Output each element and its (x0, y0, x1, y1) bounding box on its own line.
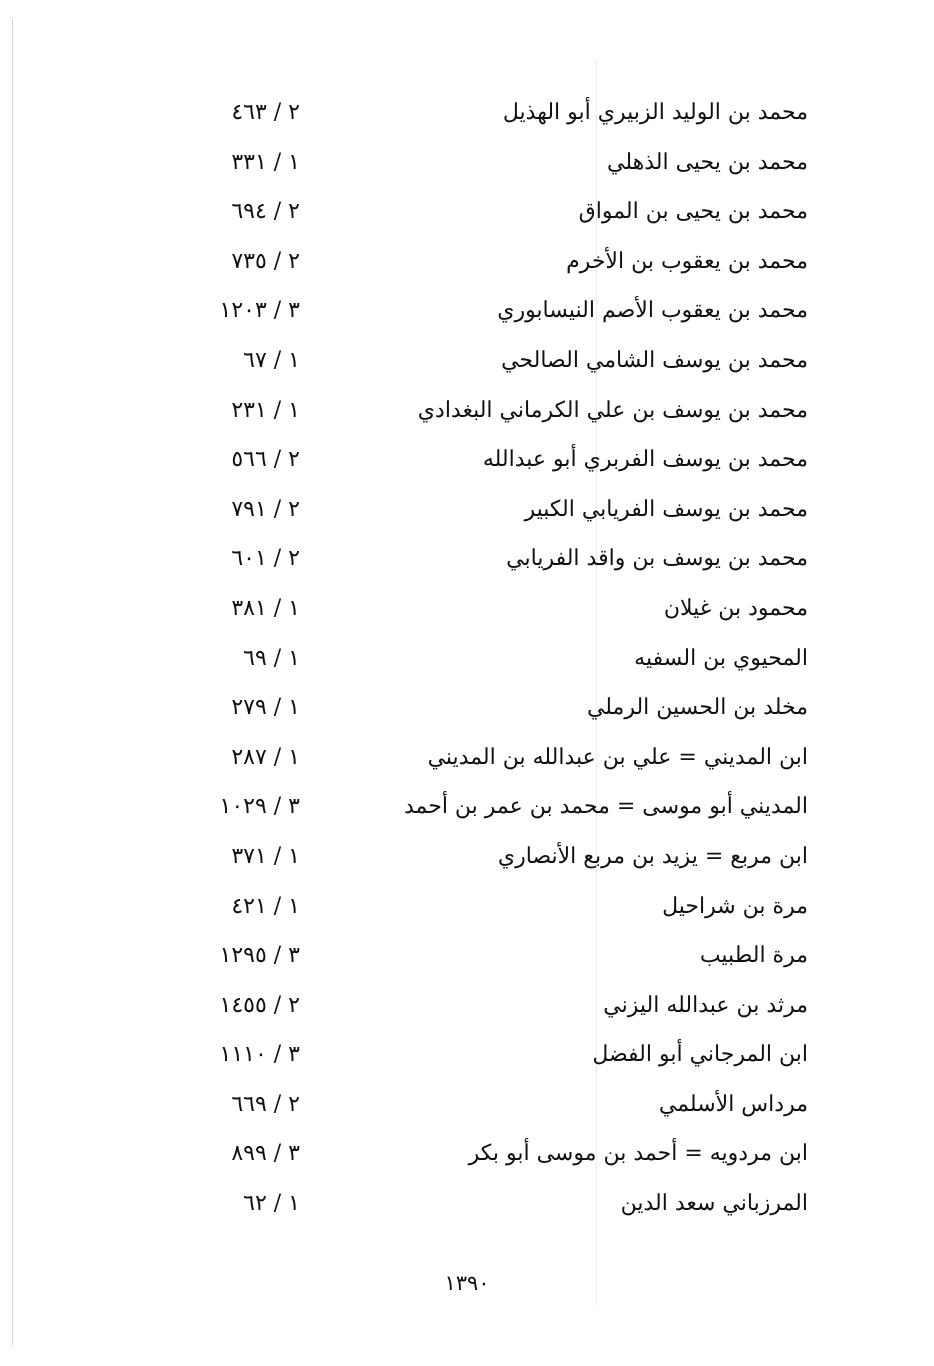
index-entry (0, 191, 934, 241)
entry-ref: ١ / ٢٣١ (231, 397, 300, 423)
index-entry (0, 737, 934, 787)
entry-ref: ٣ / ١٢٠٣ (219, 298, 300, 324)
entry-name: محمد بن الوليد الزبيري أبو الهذيل (502, 100, 808, 125)
entry-ref: ٢ / ٧٣٥ (231, 248, 300, 274)
entry-ref: ٢ / ٦٦٩ (231, 1091, 300, 1117)
entry-name: محمد بن يوسف الفريابي الكبير (524, 496, 808, 522)
entry-ref: ٢ / ٦٠١ (231, 546, 300, 572)
index-entry (0, 489, 934, 539)
entry-name: مخلد بن الحسين الرملي (586, 695, 808, 721)
entry-ref: ٣ / ١٠٢٩ (219, 794, 300, 820)
index-entry (0, 340, 934, 390)
entry-ref: ١ / ٦٩ (243, 645, 300, 671)
entry-name: محمد بن يوسف بن واقد الفريابي (506, 546, 808, 572)
entry-name: ابن المديني = علي بن عبدالله بن المديني (427, 744, 808, 770)
entry-name: مرة بن شراحيل (662, 893, 808, 919)
entry-name: محمد بن يحيى الذهلي (607, 149, 808, 175)
index-entries (0, 92, 934, 1233)
entry-name: محمد بن يعقوب الأصم النيسابوري (497, 298, 808, 324)
entry-name: المرزباني سعد الدين (620, 1191, 808, 1217)
entry-ref: ٣ / ١٢٩٥ (219, 943, 300, 969)
page-number: ١٣٩٠ (444, 1271, 490, 1295)
entry-name: ابن المرجاني أبو الفضل (592, 1042, 808, 1068)
index-entry (0, 92, 934, 142)
index-entry (0, 638, 934, 688)
index-entry (0, 439, 934, 489)
index-entry (0, 687, 934, 737)
index-entry (0, 1034, 934, 1084)
entry-name: مرثد بن عبدالله اليزني (603, 992, 808, 1018)
entry-name: المحيوي بن السفيه (634, 645, 808, 671)
entry-ref: ١ / ٣٨١ (231, 595, 300, 621)
entry-ref: ٢ / ٧٩١ (231, 496, 300, 522)
entry-ref: ٢ / ١٤٥٥ (219, 992, 300, 1018)
index-entry (0, 538, 934, 588)
index-entry (0, 836, 934, 886)
entry-name: مرة الطبيب (699, 943, 808, 969)
index-entry (0, 1183, 934, 1233)
index-entry (0, 241, 934, 291)
entry-name: محمد بن يحيى بن المواق (578, 199, 808, 225)
entry-name: مرداس الأسلمي (658, 1091, 808, 1117)
entry-ref: ٣ / ١١١٠ (219, 1042, 300, 1068)
entry-ref: ١ / ٣٣١ (231, 149, 300, 175)
index-entry (0, 142, 934, 192)
index-entry (0, 290, 934, 340)
index-entry (0, 935, 934, 985)
index-entry (0, 786, 934, 836)
entry-ref: ١ / ٦٧ (243, 347, 300, 373)
entry-name: محمود بن غيلان (663, 595, 808, 621)
entry-ref: ١ / ٢٧٩ (231, 695, 300, 721)
entry-ref: ١ / ٢٨٧ (231, 744, 300, 770)
index-entry (0, 1084, 934, 1134)
entry-ref: ١ / ٣٧١ (231, 843, 300, 869)
entry-name: ابن مربع = يزيد بن مربع الأنصاري (497, 843, 808, 869)
entry-name: المديني أبو موسى = محمد بن عمر بن أحمد (403, 794, 808, 820)
index-entry (0, 985, 934, 1035)
entry-name: محمد بن يوسف بن علي الكرماني البغدادي (417, 397, 808, 423)
entry-name: ابن مردويه = أحمد بن موسى أبو بكر (468, 1141, 808, 1167)
index-entry (0, 588, 934, 638)
index-entry (0, 1133, 934, 1183)
index-entry (0, 886, 934, 936)
entry-ref: ٢ / ٥٦٦ (231, 447, 300, 473)
entry-name: محمد بن يوسف الفربري أبو عبدالله (482, 447, 808, 473)
entry-ref: ١ / ٤٢١ (231, 893, 300, 919)
entry-ref: ٢ / ٤٦٣ (231, 100, 300, 125)
entry-ref: ٢ / ٦٩٤ (231, 199, 300, 225)
entry-name: محمد بن يوسف الشامي الصالحي (501, 347, 808, 373)
index-entry (0, 390, 934, 440)
entry-ref: ٣ / ٨٩٩ (231, 1141, 300, 1167)
entry-name: محمد بن يعقوب بن الأخرم (566, 248, 808, 274)
entry-ref: ١ / ٦٢ (243, 1191, 300, 1217)
